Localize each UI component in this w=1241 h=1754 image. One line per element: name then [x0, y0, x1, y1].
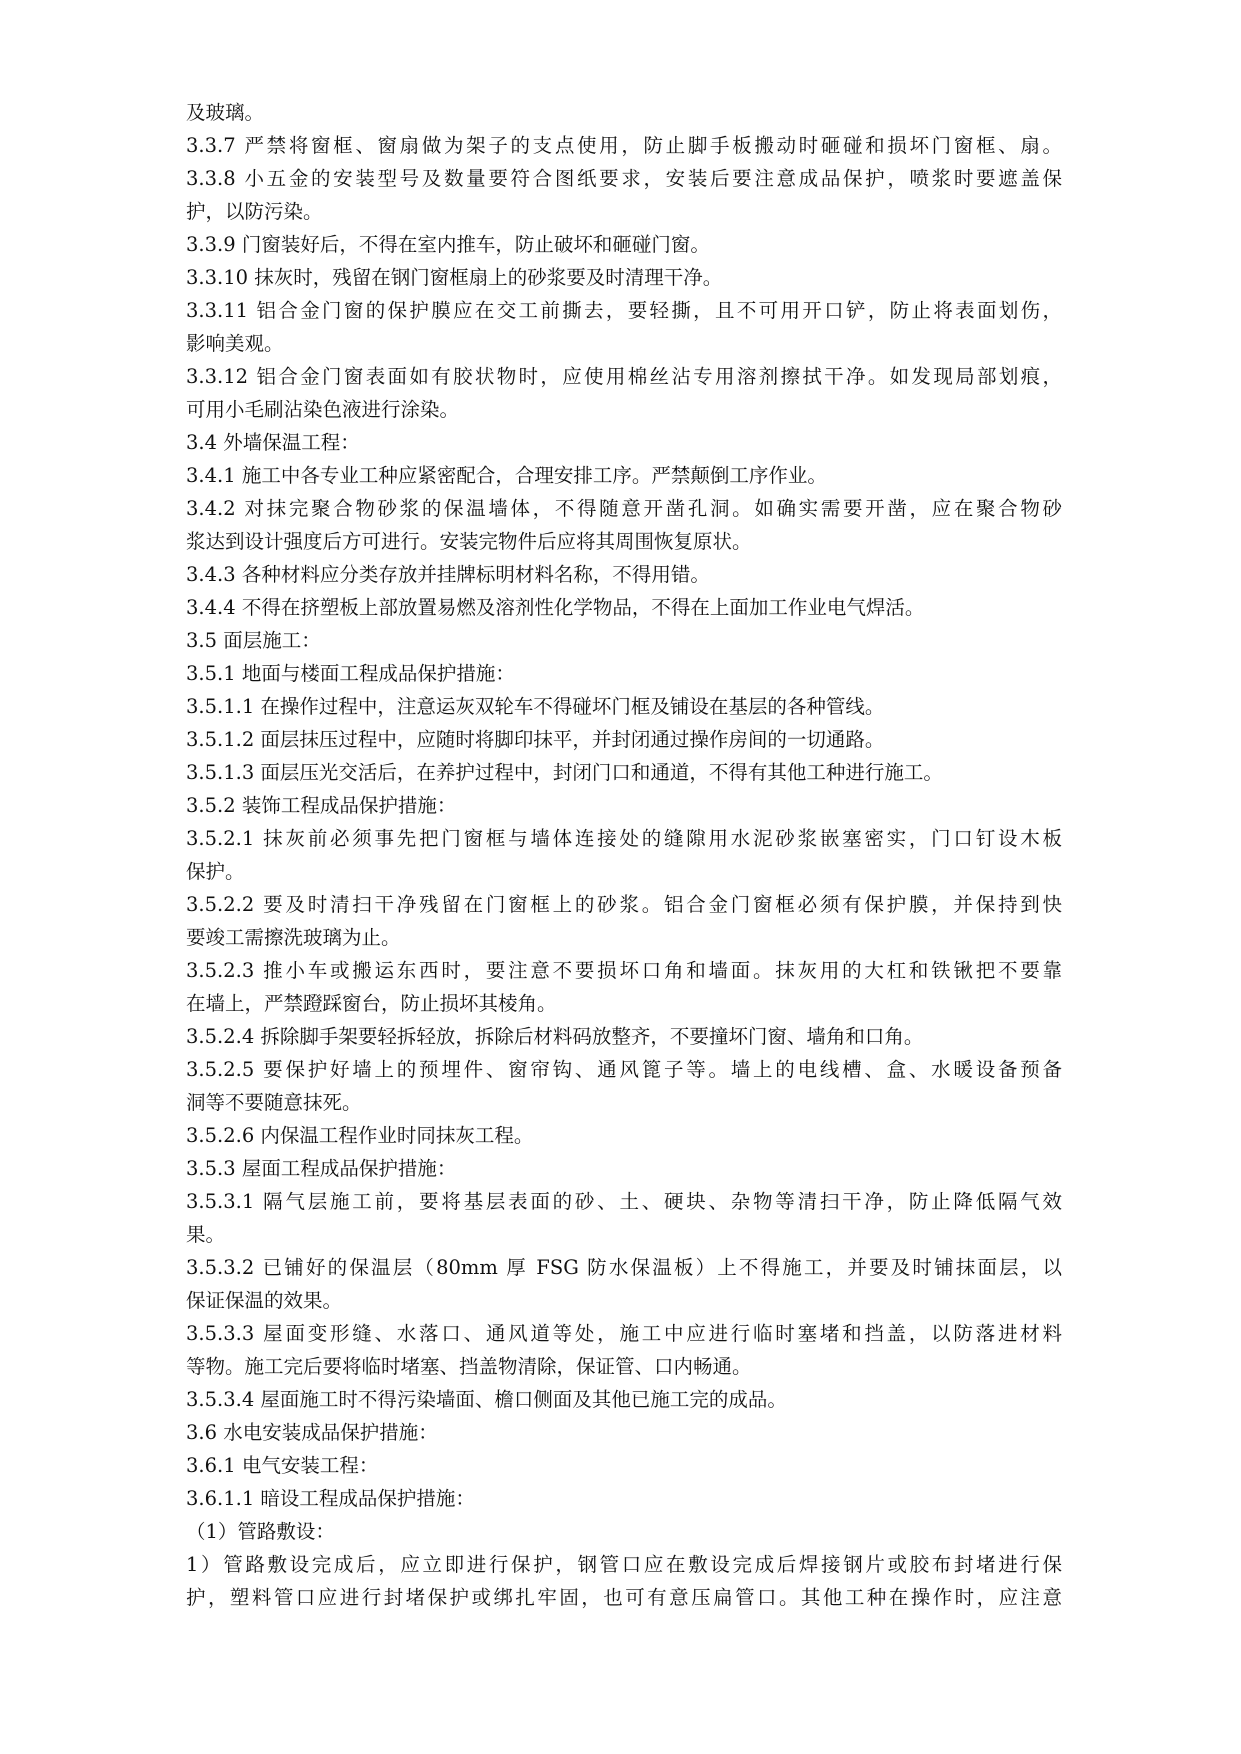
text-line: 3.4.4 不得在挤塑板上部放置易燃及溶剂性化学物品，不得在上面加工作业电气焊活。 — [186, 596, 925, 619]
text-line: 保护。 — [186, 860, 245, 883]
text-line: 3.5.3.4 屋面施工时不得污染墙面、檐口侧面及其他已施工完的成品。 — [186, 1388, 787, 1411]
text-line: 3.5.3 屋面工程成品保护措施： — [186, 1157, 457, 1180]
text-line: 3.5.3.2 已铺好的保温层（80mm 厚 FSG 防水保温板）上不得施工，并要及时铺抹面层，以 — [186, 1256, 1062, 1279]
text-line: 3.5.1 地面与楼面工程成品保护措施： — [186, 662, 515, 685]
text-line: 3.3.10 抹灰时，残留在钢门窗框扇上的砂浆要及时清理干净。 — [186, 266, 723, 289]
text-line: 保证保温的效果。 — [186, 1289, 343, 1312]
text-line: 3.5.1.2 面层抹压过程中，应随时将脚印抹平，并封闭通过操作房间的一切通路。 — [186, 728, 885, 751]
text-line: 3.3.9 门窗装好后，不得在室内推车，防止破坏和砸碰门窗。 — [186, 233, 710, 256]
text-line: 及玻璃。 — [186, 101, 265, 124]
text-line: 3.6 水电安装成品保护措施： — [186, 1421, 438, 1444]
text-line: 3.4.1 施工中各专业工种应紧密配合，合理安排工序。严禁颠倒工序作业。 — [186, 464, 827, 487]
text-line: 3.5.3.3 屋面变形缝、水落口、通风道等处，施工中应进行临时塞堵和挡盖，以防落进材料 — [186, 1322, 1062, 1345]
text-line: 要竣工需擦洗玻璃为止。 — [186, 926, 401, 949]
text-line: 浆达到设计强度后方可进行。安装完物件后应将其周围恢复原状。 — [186, 530, 752, 553]
text-line: 影响美观。 — [186, 332, 284, 355]
text-line: 洞等不要随意抹死。 — [186, 1091, 362, 1114]
text-line: 3.6.1.1 暗设工程成品保护措施： — [186, 1487, 475, 1510]
text-line: 3.5.2 装饰工程成品保护措施： — [186, 794, 457, 817]
text-line: 护，塑料管口应进行封堵保护或绑扎牢固，也可有意压扁管口。其他工种在操作时，应注意 — [186, 1586, 1062, 1609]
text-line: 1）管路敷设完成后，应立即进行保护，钢管口应在敷设完成后焊接钢片或胶布封堵进行保 — [186, 1553, 1062, 1576]
text-line: 3.5.1.1 在操作过程中，注意运灰双轮车不得碰坏门框及铺设在基层的各种管线。 — [186, 695, 885, 718]
text-line: 3.4.3 各种材料应分类存放并挂牌标明材料名称，不得用错。 — [186, 563, 710, 586]
text-line: 3.6.1 电气安装工程： — [186, 1454, 379, 1477]
text-line: 可用小毛刷沾染色液进行涂染。 — [186, 398, 460, 421]
text-line: 3.3.11 铝合金门窗的保护膜应在交工前撕去，要轻撕，且不可用开口铲，防止将表面划伤， — [186, 299, 1062, 322]
text-line: 果。 — [186, 1223, 226, 1246]
text-line: 护，以防污染。 — [186, 200, 323, 223]
text-line: 3.3.12 铝合金门窗表面如有胶状物时，应使用棉丝沾专用溶剂擦拭干净。如发现局部划痕， — [186, 365, 1062, 388]
document-page — [186, 96, 1062, 1614]
text-line: 3.4.2 对抹完聚合物砂浆的保温墙体，不得随意开凿孔洞。如确实需要开凿，应在聚合物砂 — [186, 497, 1062, 520]
text-line: 3.5.2.6 内保温工程作业时同抹灰工程。 — [186, 1124, 534, 1147]
text-line: 3.5.2.2 要及时清扫干净残留在门窗框上的砂浆。铝合金门窗框必须有保护膜，并保持到快 — [186, 893, 1062, 916]
text-line: 3.5.3.1 隔气层施工前，要将基层表面的砂、土、硬块、杂物等清扫干净，防止降低隔气效 — [186, 1190, 1062, 1213]
text-line: 3.5.2.3 推小车或搬运东西时，要注意不要损坏口角和墙面。抹灰用的大杠和铁锹把不要靠 — [186, 959, 1062, 982]
text-line: 3.5.2.4 拆除脚手架要轻拆轻放，拆除后材料码放整齐，不要撞坏门窗、墙角和口角。 — [186, 1025, 924, 1048]
text-line: 3.5 面层施工： — [186, 629, 321, 652]
text-line: 3.5.2.1 抹灰前必须事先把门窗框与墙体连接处的缝隙用水泥砂浆嵌塞密实，门口钉设木板 — [186, 827, 1062, 850]
text-line: 3.3.8 小五金的安装型号及数量要符合图纸要求，安装后要注意成品保护，喷浆时要遮盖保 — [186, 167, 1062, 190]
text-line: 在墙上，严禁蹬踩窗台，防止损坏其棱角。 — [186, 992, 557, 1015]
text-line: 3.3.7 严禁将窗框、窗扇做为架子的支点使用，防止脚手板搬动时砸碰和损坏门窗框、扇。 — [186, 134, 1062, 157]
text-line: 等物。施工完后要将临时堵塞、挡盖物清除，保证管、口内畅通。 — [186, 1355, 752, 1378]
text-line: （1）管路敷设： — [186, 1520, 335, 1543]
text-line: 3.5.1.3 面层压光交活后，在养护过程中，封闭门口和通道，不得有其他工种进行施工。 — [186, 761, 943, 784]
text-line: 3.4 外墙保温工程： — [186, 431, 360, 454]
text-line: 3.5.2.5 要保护好墙上的预埋件、窗帘钩、通风篦子等。墙上的电线槽、盒、水暖设备预备 — [186, 1058, 1062, 1081]
